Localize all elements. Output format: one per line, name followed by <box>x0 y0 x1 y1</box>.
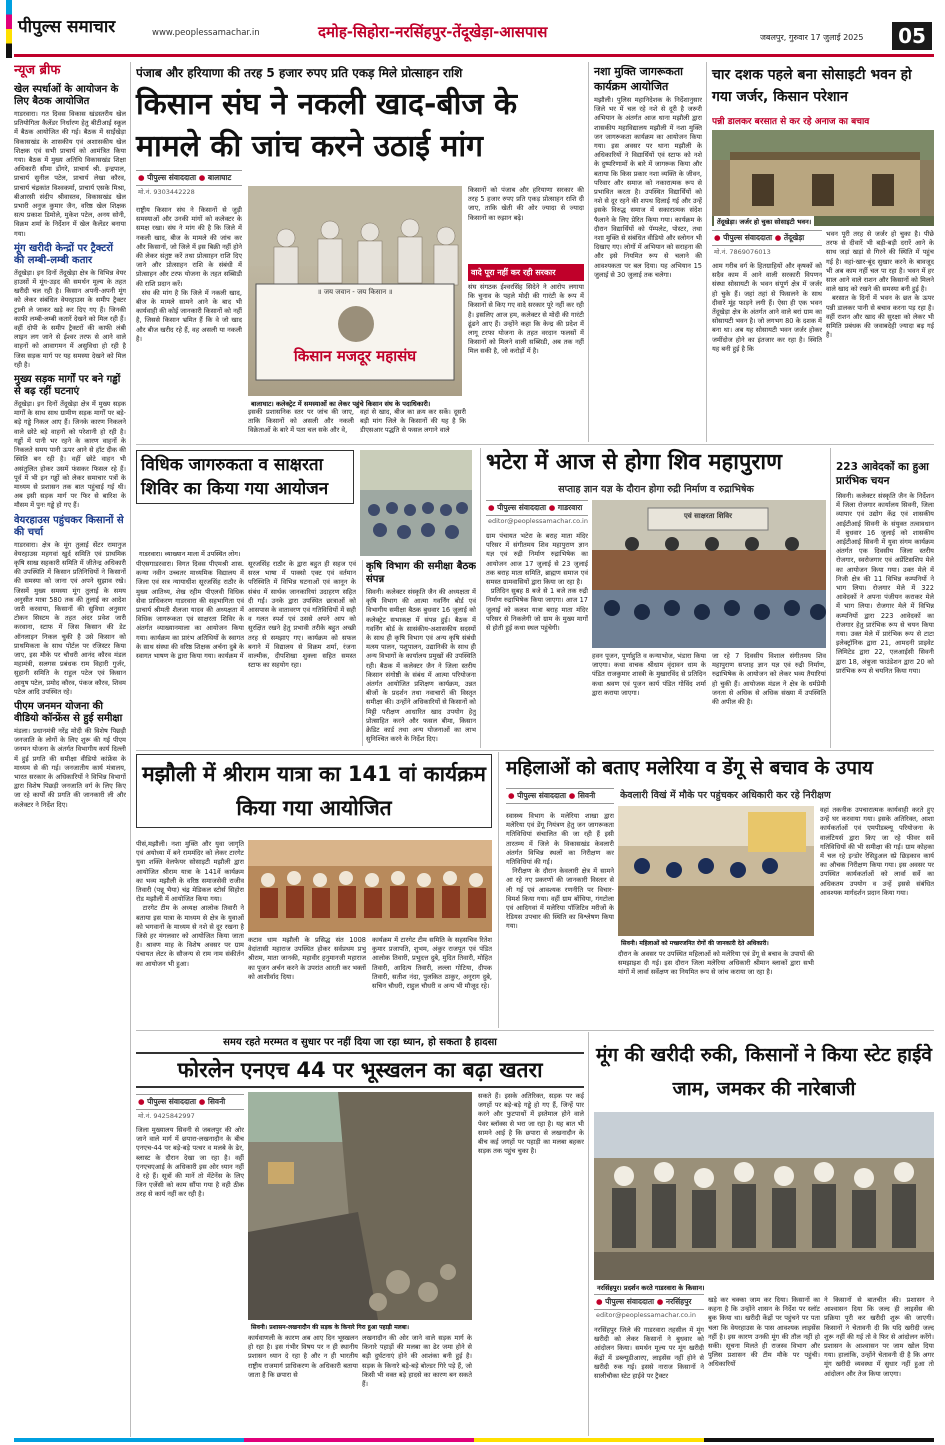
divider <box>362 560 363 746</box>
text: प्रतिदिन सुबह 8 बजे से 1 बजे तक रुद्री निर्माण रुद्राभिषेक किया जाएगा। आज 17 जुलाई को कलश यात्रा बराह माता मंदिर परिसर से निकलेगी जो ग्राम के मुख्य मार्गों से होती हुई कथा स्थल पहुंचेगी। <box>486 587 588 633</box>
brief-body: गाडरवारा। क्षेत्र के मूंग तुलाई सेंटर रामानुज वेयरहाउस महगवां खुर्द समिति एवं प्राथमिक कृषि साख सहकारी समिति में जीतेन्द्र अधिकारी की उपस्थिति में किसान प्रतिनिधियों ने किसानों की समस्या को जाना एवं अपने सुझाव रखे। जिसमें मुख्य समस्या मूंग तुलाई के समय अनुसीत मात्रा 580 तक की तुलाई का आदेश जारी करवाया, किसानों की सुविधा अनुसार टोकन सिस्टम के तहत अंदर प्रवेश जारी करवाना, स्टाफ में जिस किसान की डेट ऑनलाइन निकल चुकी है उसे किसान को प्राथमिकता के साथ पोर्टल पर रजिस्टर किया जाए, इस मौके पर चौधरी आनंद कौरव मंडल महामंत्री, सलगस प्रबंधक राम विहारी गुर्जर, सुहानी समिति के राहुल पटेल एवं किसान आयुष पटेल, प्रमोद कौरव, पंकज कौरव, शिवम पटेल आदि उपस्थित रहे। <box>14 540 126 696</box>
brief-body: तेंदूखेड़ा। इन दिनों तेंदूखेड़ा क्षेत्र के विभिन्न वेयर हाउसों में मूंग-उड़द की समर्थन मूल्य के तहत खरीदी चल रही है। किसान अपनी-अपनी मूंग को लेकर संबंधित वेयरहाउस के समीप ट्रैक्टर ट्राली ले जाकर खड़े कर दिए गए हैं। जिनकी काफी लम्बी-लम्बी कतारें देखने को मिल रही हैं। वहीं दोपी के समीप ट्रैक्टरों की काफी लंबी लाइन लग जाने से ईश्वर तरफ से आने वाले वाहनों को आवागमन में असुविधा हो रही है जिस सड़क मार्ग पर यह समस्या देखने को मिल रही है। <box>14 268 126 369</box>
shiv-photo <box>592 500 826 648</box>
divider <box>136 444 934 445</box>
brief-body: तेंदूखेड़ा। इन दिनों तेंदूखेड़ा क्षेत्र में मुख्य सड़क मार्गों के साथ साथ ग्रामीण सड़क मार्गों पर बड़े-बड़े गड्ढे निकल आए हैं। जिनके कारण निकलने वाले छोटे बड़े वाहनों को परेशानी हो रही है। गड्ढों में पानी भर रहने के कारण वाहनों के निकलते समय पानी ऊपर आने से हॉट दीक की स्थिति बन रही है। वहीं छोटे वाहन भी असंतुलित होकर उसमें फंसकर फिसल रहे हैं। पूर्व में भी इन गड्ढों को लेकर समाचार पत्रों के माध्यम से प्रशासन तक बात पहुंचाई गई थी। अब इसी सड़क मार्ग पर फिर से बारिश के मौसम में पुनः गड्ढे हो गए हैं। <box>14 400 126 510</box>
section-title: दमोह-सिहोरा-नरसिंहपुर-तेंदूखेड़ा-आसपास <box>318 23 548 41</box>
gathering-illustration <box>248 840 492 932</box>
divider <box>830 448 831 748</box>
aavedan-headline: 223 आवेदकों का हुआ प्रारंभिक चयन <box>836 461 929 487</box>
aavedan-body: सिवनी। कलेक्टर संस्कृति जैन के निर्देशन में जिला रोजगार कार्यालय सिवनी, जिला व्यापार एवं उद्योग केंद्र एवं शासकीय आईटीआई सिवनी के संयुक्त तत्वावधान में बुधवार 16 जुलाई को शासकीय आईटीआई सिवनी में युवा संगम कार्यक्रम अंतर्गत एक दिवसीय जिला स्तरीय रोजगार, स्वरोजगार एवं अप्रेंटिसशिप मेले का आयोजन किया गया। उक्त मेले में निजी क्षेत्र की 11 विभिन्न कम्पनियों ने भाग लिया। रोजगार मेले में 322 आवेदकों ने अपना पंजीयन कराकर मेले में भाग लिया। रोजगार मेले में विभिन्न कम्पनियों द्वारा 223 आवेदकों का रोजगार हेतु प्रारंभिक रूप से चयन किया गया। उक्त मेले में प्रारंभिक रूप से टाटा इलेक्ट्रॉनिक द्वारा 21, आमदनी प्राइवेट लिमिटेड द्वारा 22, एलआईसी सिवनी द्वारा 18, अंबुजा फाउंडेशन द्वारा 20 को प्रारंभिक रूप से चयनित किया गया। <box>836 492 934 675</box>
masthead-rule <box>14 54 934 57</box>
ram-col-1 <box>136 840 244 1026</box>
news-brief-column <box>14 62 126 1437</box>
moong-photo-caption: नरसिंहपुर। प्रदर्शन करते गाडरवारा के किसान। <box>594 1282 934 1293</box>
brief-headline: वेयरहाउस पहुंचकर किसानों से की चर्चा <box>14 514 124 538</box>
email[interactable]: editor@peoplessamachar.co.in <box>488 517 588 525</box>
kisan-story-headline: किसान संघ ने नकली खाद-बीज के मामले की जांच करने उठाई मांग <box>136 87 518 164</box>
society-col-2 <box>826 230 934 442</box>
meeting-illustration <box>592 500 826 648</box>
malaria-col-1 <box>506 812 614 1026</box>
text: पीसं,मझौली। नशा मुक्ति और युवा जागृति एवं अयोध्या में बने राममंदिर को लेकर टारगेट युवा शक्ति वेलफेयर सोसाइटी मझौली द्वारा आयोजित श्रीराम यात्रा के 141वें कार्यक्रम का भव्य मझौली के वरिष्ठ समाजसेवी राजीव तिवारी (पन्नू भैया) चंद्र मेडिकल स्टोर्स सिहोरा रोड मझौली में आयोजित किया गया। <box>136 840 244 904</box>
ram-col-3: कार्यक्रम में टारगेट टीम समिति के सहसचिव रितेश कुमार प्रजापति, शुभम, अंकुर राजपूत एवं पंडित आलोक तिवारी, प्रभुदत्त दुबे, मुदित तिवारी, मोहित तिवारी, आदित्य तिवारी, लल्ला गोटिया, दीपक तिवारी, सतीश नंदा, पुलकित ठाकुर, अनुराग दुबे, सचिन चौधरी, राहुल चौधरी व अन्य भी मौजूद रहे। <box>372 936 492 991</box>
place: गाडरवारा <box>557 503 583 512</box>
society-photo <box>712 130 934 226</box>
text: राष्ट्रीय किसान संघ ने किसानों से जुड़ी समस्याओं और उनकी मांगों को कलेक्टर के समक्ष रखा। संघ ने मांग की है कि जिले में नकली खाद, बीज के मामले की जांच कर और किसानों, जो जिले में इस बिक्री नहीं होने की लेकर संतुष्ट करें तथा प्रोत्साहन राशि दिए जाने और प्रोत्साहन राशि के संबंधी में प्रोत्साहन और टरफ योजना के तहत सब्सिडी की राशि प्रदान करें। <box>136 206 242 288</box>
society-byline-block: ● पीपुल्स संवाददाता ● तेंदूखेड़ा मो.नं. 7869076013 <box>712 230 822 257</box>
kisan-story-kicker: पंजाब और हरियाणा की तरह 5 हजार रुपए प्रति एकड़ मिले प्रोत्साहन राशि <box>136 66 463 80</box>
vidhik-col-1: पीएसगाडरवारा। विगत दिवस पीएमश्री शास. कन्या नवीन उच्चतर माध्यमिक विद्यालय में जिला एवं सत्र न्यायाधीश सूरजसिंह राठौर के मुख्य आतिथ्य, शेख रहीम पीएलवी विधिक सेवा प्राधिकरण गाडरवारा की सहभागिता एवं प्राचार्य श्रीमती शैलजा यादव की अध्यक्षता में विधिक जागरूकता एवं साक्षरता शिविर के अंतर्गत व्याख्यानमाला का आयोजन किया गया। कार्यक्रम का प्रारंभ अतिथियों के स्वागत के साथ संस्था की वरिष्ठ शिक्षक अर्चना दुबे के स्वागत भाषण के द्वारा किया गया। कार्यक्रम में <box>136 560 244 661</box>
text: संघ की मांग है कि जिले में नकली खाद, बीज के मामले सामने आने के बाद भी कार्यवाही की कोई जानकारी किसानों को नहीं है, जिससे किसान भ्रमित हैं कि वे जो खाद और बीज खरीद रहे हैं, वह असली या नकली है। <box>136 288 242 343</box>
society-photo-caption: तेंदूखेड़ा। जर्जर हो चुका सोसाइटी भवन। <box>714 216 814 227</box>
vidhik-headline: विधिक जागरुकता व साक्षरता शिविर का किया गया आयोजन <box>136 450 354 504</box>
brief-headline: मूंग खरीदी केन्द्रों पर ट्रैक्टरों की लम्बी-लम्बी कतार <box>14 242 113 266</box>
kisan-photo-caption: बालाघाट। कलेक्ट्रेट में समस्याओं का लेकर पहुंचे किसान संघ के पदाधिकारी। <box>248 398 584 409</box>
place: बालाघाट <box>207 173 232 182</box>
society-deck: पन्नी डालकर बरसात से कर रहे अनाज का बचाव <box>712 117 870 127</box>
shiv-deck: सप्ताह ज्ञान यज्ञ के दौरान होगा रुद्री निर्माण व रुद्राभिषेक <box>558 484 754 495</box>
banner-line-1: ॥ जय जवान - जय किसान ॥ <box>317 288 393 296</box>
text: सिवनी। कलेक्टर संस्कृति जैन की अध्यक्षता में कृषि विभाग की आत्मा गवर्निंग बोर्ड एवं विभागीय समीक्षा बैठक बुधवार 16 जुलाई को कलेक्ट्रेट सभाकक्ष में संपन्न हुई। बैठक में गवर्निंग बोर्ड के सासंकीय-अशासकीय सदस्यों के साथ ही कृषि विभाग एवं अन्य कृषि संबंधी मत्स्य पालन, पशुपालन, उद्यानिकी के साथ ही अन्य विभागों के कार्यालय प्रमुखों की उपस्थिति रही। बैठक में कलेक्टर जैन ने जिला स्तरीय किसान संगोष्ठी के संबंध में आत्मा परियोजना अंतर्गत आयोजित प्रशिक्षण कार्यक्रम, उन्नत बीजों के प्रदर्शन तथा नवाचारों की विस्तृत समीक्षा की। उन्होंने अधिकारियों से किसानों को मिट्टी परीक्षण आधारित खाद उपयोग हेतु प्रोत्साहित करने और फसल बीमा, किसान क्रेडिट कार्ड तथा अन्य योजनाओं का लाभ सुनिश्चित करने के निर्देश दिए। <box>366 588 476 744</box>
place: तेंदूखेड़ा <box>783 233 805 242</box>
building-illustration <box>712 130 934 226</box>
bottom-registration-bar <box>14 1438 934 1442</box>
vidhik-photo-caption: गाडरवारा। व्याख्यान माला में उपस्थित लोग। <box>136 548 358 559</box>
forelane-col-3: लखनादौन की ओर जाने वाले सड़क मार्ग के किनारे पहाड़ों की मलबा का ढेर जमा होने से बड़ी दुर्घटनाएं होने की आशंका बनी हुई है। सड़क के किनारे बड़े-बड़े बोल्डर गिरे पड़े हैं, जो किसी भी वक्त बड़े हादसे का कारण बन सकते हैं। <box>362 1334 472 1389</box>
society-headline: चार दशक पहले बना सोसाइटी भवन हो गया जर्जर, किसान परेशान <box>712 67 912 105</box>
brief-body: मंडला। प्रधानमंत्री नरेंद्र मोदी की विशेष पिछड़ी जनजाति के लोगों के लिए शुरू की गई पीएम जनमन योजना के अंतर्गत विभागीय कार्य दिल्ली में हुई प्रगति की समीक्षा वीडियो कांफ्रेंस के माध्यम से की गई। जनजातीय कार्य मंत्रालय, भारत सरकार के अधिकारियों ने विभिन्न विभागों द्वारा विशेष पिछड़ी जनजाति वर्ग के लिए किए जा रहे कार्यों की प्रगति की जानकारी ली और कलेक्टर ने निर्देश दिए। <box>14 726 126 809</box>
text: स्वास्थ्य विभाग के मलेरिया शाखा द्वारा मलेरिया एवं डेंगू नियंत्रण हेतु जन जागरूकता गतिविधियां संचालित की जा रही हैं इसी तारतम्य में जिले के विकासखंड केवलारी अंतर्गत विभिन्न स्थलों का निरीक्षण कर गतिविधियां की गईं। <box>506 812 614 867</box>
byline: पीपुल्स संवाददाता <box>147 173 197 182</box>
brief-headline: पीएम जनमन योजना की वीडियो कॉन्फ्रेंस से हुई समीक्षा <box>14 700 123 724</box>
text: ग्राम पंचायत भटेरा के बराह माता मंदिर परिसर में संगीतमय शिव महापुराण ज्ञान यज्ञ एवं रुद्री निर्माण रुद्राभिषेक का आयोजन आज 17 जुलाई से 23 जुलाई तक बराह माता समिति, ब्राह्मण समाज एवं समस्त ग्रामवासियों द्वारा किया जा रहा है। <box>486 532 588 587</box>
shiv-col-1 <box>486 532 588 744</box>
brand-name: पीपुल्स समाचार <box>18 17 116 37</box>
brief-headline: मुख्य सड़क मार्गों पर बने गड्ढों से बढ़ रहीं घटनाएं <box>14 374 121 398</box>
kisan-col-3: वहां से खाद, बीज का क्रय कर सकें। दूसरी बड़ी मांग जिले के किसानों की यह है कि डीएसआर पद्धति से फसल लगाने वाले <box>360 408 466 435</box>
shiv-byline-block: ● पीपुल्स संवाददाता ● गाडरवारा editor@peoplessamachar.co.in <box>486 500 588 526</box>
krishi-title: कृषि विभाग की समीक्षा बैठक संपन्न <box>366 561 476 585</box>
inset-title: वादे पूरा नहीं कर रही सरकार <box>468 264 584 281</box>
divider <box>588 1032 589 1436</box>
kisan-col-4: किसानों को पंजाब और हरियाणा सरकार की तरह 5 हजार रुपए प्रति एकड़ प्रोत्साहन राशि दी जाए, ताकि खेती की ओर ज्यादा से ज्यादा किसानों का रुझान बढ़े। <box>468 186 584 222</box>
vidhik-col-2: सूरजसिंह राठौर के द्वारा बहुत ही सहज एवं सरल भाषा में पाक्सो एक्ट एवं वर्तमान परिस्थिति में विभिन्न घटनाओं एवं कानून के संबंध में सार्थक जानकारियां उदाहरण सहित दी गईं। उनके द्वारा उपस्थित छात्राओं को आसपास के वातावरण एवं गतिविधियों में सही व गलत स्पर्श एवं उससे अपने आप को सुरक्षित रखने हेतु प्रभावी तरीके बहुत अच्छी तरह से समझाए गए। कार्यक्रम को सफल बनाने में विद्यालय से विक्रम शर्मा, रंजना वाल्मीक, दीपशिखा शुक्ला सहित समस्त स्टाफ का सहयोग रहा। <box>248 560 356 670</box>
text: निरीक्षण के दौरान केवलारी क्षेत्र में सामने आ रहे नए प्रकरणों की जानकारी विस्तार से ली गई एवं आवश्यक रणनीति पर विचार-विमर्श किया गया। वहीं ग्राम बोंथिया, गंगटोला एवं आदिगवां में मलेरिया पॉजिटिव मरीजों के रेडियस उपचार की स्थिति का विश्लेषण किया गया। <box>506 867 614 931</box>
text: बरसात के दिनों में भवन के छत के ऊपर पन्नी डालकर पानी से बचाव करना पड़ रहा है। वहीं राशन और खाद की सुरक्षा को लेकर भी समिति प्रबंधक की जवाबदेही ज्यादा बढ़ गई है। <box>826 294 934 340</box>
ram-headline: मझौली में श्रीराम यात्रा का 141 वां कार्यक्रम किया गया आयोजित <box>136 754 492 828</box>
malaria-photo <box>618 806 814 936</box>
moong-photo <box>594 1112 934 1280</box>
banner-line-2: किसान मजदूर महासंघ <box>293 347 417 365</box>
byline: पीपुल्स संवाददाता <box>497 503 547 512</box>
society-col-1: आम गरीब वर्ग के हितग्राहियों और कृषकों को सदैव काम में आने वाली सरकारी विपणन संस्था सोसायटी के भवन संपूर्ण क्षेत्र में जर्जर हो चुके हैं। जहां तहां से फिसलने के साथ दीवारें मूंह फाड़ने लगी हैं। ऐसा ही एक भवन तेंदूखेड़ा क्षेत्र के अंतर्गत आने वाले बरां ग्राम का सोसायटी भवन है। जो लगभग 80 के दशक में बना था। अब यह सोसायटी भवन जर्जर होकर जमींदोज होने का इंतजार कर रहा है। स्थिति यह बनी हुई है कि <box>712 262 822 353</box>
nasha-headline: नशा मुक्ति जागरूकता कार्यक्रम आयोजित <box>594 65 684 93</box>
moong-col-1: नरसिंहपुर जिले की गाडरवारा तहसील में मूंग खरीदी को लेकर किसानों ने बुधवार को आंदोलन किया। समर्थन मूल्य पर मूंग खरीदी केंद्रों में डब्ल्यूडीआरए, लाइसेंस नहीं होने से खरीदी रुक गई। इससे नाराज किसानों ने सालीचौका स्टेट हाईवे पर ट्रैक्टर <box>594 1326 704 1381</box>
mobile: मो.नं. 9425842997 <box>138 1112 195 1120</box>
byline: पीपुल्स संवाददाता <box>147 1097 197 1106</box>
divider <box>498 752 499 1028</box>
brand-logo <box>18 10 146 44</box>
malaria-headline: महिलाओं को बताए मलेरिया व डेंगू से बचाव के उपाय <box>506 757 874 779</box>
forelane-photo-caption: सिवनी। प्रशासन-लखनादौन की सड़क के किनारे गिरा हुआ पहाड़ी मलबा। <box>248 1322 472 1332</box>
mobile: मो.नं. 7869076013 <box>714 248 771 256</box>
forelane-kicker: समय रहते मरम्मत व सुधार पर नहीं दिया जा रहा ध्यान, हो सकता है हादसा <box>223 1037 497 1048</box>
divider <box>588 62 589 442</box>
mobile: मो.नं. 9303442228 <box>138 188 195 196</box>
email[interactable]: editor@peoplessamachar.co.in <box>596 1311 696 1319</box>
byline: पीपुल्स संवाददाता <box>605 1297 655 1306</box>
protest-illustration <box>594 1112 934 1280</box>
krishi-body <box>366 560 476 746</box>
brief-body: गाडरवारा। गत दिवस विकास खंडस्तरीय खेल प्रतियोगिता कैलेंडर निर्धारण हेतु बीटीआई स्कूल में बैठक आयोजित की गई। बैठक में साईंखेड़ा विकासखंड के शासकीय एवं अशासकीय खेल शिक्षक एवं सभी प्राचार्य को आमंत्रित किया गया। बैठक में मुख्य अतिथि विकासखंड शिक्षा अधिकारी सीमा डोंगरे, प्राचार्य श्री. इन्द्रपाल, प्राचार्य सुनील पटेल, प्राचार्य लेखा कौरव, प्राचार्य चंद्रकांत विश्वकर्मा, प्राचार्य एसके मिश्रा, बीआरसी संदीप श्रीवास्तव, विकासखंड खेल प्रभारी अनुज कुमार जैन, वरिष्ठ खेल शिक्षक सत्य प्रकाश डिमोले, मुकेश पटेल, अनय सोनी, विक्रम शर्मा के निर्देशन में खेल कैलेंडर बनाया गया। <box>14 110 126 238</box>
shiv-headline: भटेरा में आज से होगा शिव महापुराण <box>486 450 783 475</box>
place: सिवनी <box>577 791 596 800</box>
awareness-illustration <box>618 806 814 936</box>
classroom-illustration <box>360 450 472 556</box>
shiv-col-2: हवन पूजन, पूर्णाहुति व कन्याभोज, भंडारा किया जाएगा। कथा वाचक श्रीधाम वृंदावन धाम के पंडित राजकुमार शास्त्री के मुखारविंद से प्रतिदिन कथा श्रवण एवं पूजन कार्य पंडित गोविंद शर्मा द्वारा कराया जाएगा। <box>592 652 706 697</box>
brief-list <box>14 84 126 810</box>
moong-byline-block: ● पीपुल्स संवाददाता ● नरसिंहपुर editor@peoplessamachar.co.in <box>594 1294 704 1320</box>
landslide-illustration <box>248 1092 472 1320</box>
forelane-col-2: कार्यवाणली के कारण अब आए दिन भूस्खलन हो रहा है। इस गंभीर विषय पर न ही स्थानीय प्रशासन ध्यान दे रहा है और न ही भारतीय राष्ट्रीय राजमार्ग प्राधिकरण के अधिकारी बताया जाता है कि छपारा से <box>248 1334 358 1379</box>
forelane-photo <box>248 1092 472 1320</box>
brief-headline: खेल स्पर्धाओं के आयोजन के लिए बैठक आयोजित <box>14 84 119 107</box>
moong-col-2: खड़े कर चक्का जाम कर दिया। किसानों का कहना है कि उन्होंने शासन के निर्देश पर स्लॉट बुक किया था। खरीदी केंद्रों पर पहुंचने पर पता चला कि वेयरहाउस के पास आवश्यक लाइसेंस नहीं है। इस कारण उनकी मूंग की तौल नहीं हो सकी। सूचना मिलते ही राजस्व विभाग और पुलिस प्रशासन की टीम मौके पर पहुंची। अधिकारियों <box>708 1296 820 1369</box>
divider <box>480 448 481 748</box>
forelane-col-1: जिला मुख्यालय सिवनी से जबलपुर की ओर जाने वाले मार्ग में छपारा-लखनादौन के बीच एनएच-44 पर बड़े-बड़े पत्थर व मलबे के ढेर, ब्लास्ट के दौरान देखा जा रहा है। वहीं एनएचएआई के अधिकारी इस ओर ध्यान नहीं दे रहे हैं। सूत्रों की मानें तो मेंटेनेंस के लिए जिन एजेंसी को काम सौंपा गया है वही ठीक तरह से कार्य नहीं कर रही है। <box>136 1126 244 1199</box>
divider <box>130 62 131 1437</box>
shiv-col-3: जा रहे 7 दिवसीय विशाल संगीतमय शिव महापुराण सप्ताह ज्ञान यज्ञ एवं रुद्री निर्माण, रुद्राभिषेक के आयोजन को लेकर भव्य तैयारियां हो चुकी हैं। आयोजक मंडल ने क्षेत्र के धर्मप्रेमी जनता से अधिक से अधिक संख्या में उपस्थिति की अपील की है। <box>712 652 826 707</box>
malaria-deck: केवलारी विखं में मौके पर पहुंचकर अधिकारी कर रहे निरीक्षण <box>620 790 831 801</box>
forelane-headline: फोरलेन एनएच 44 पर भूस्खलन का बढ़ा खतरा <box>136 1052 584 1088</box>
divider <box>706 62 707 442</box>
malaria-photo-caption: सिवनी। महिलाओं को मच्छरजनित रोगों की जानकारी देते अधिकारी। <box>618 938 814 948</box>
inset-text: संघ संगठक ईश्वरसिंह सिदेने ने आरोप लगाया कि चुनाव के पहले मोदी की गारंटी के रूप में किसानों से किए गए वादे सरकार पूरे नहीं कर रही है। इसलिए आज हम, कलेक्टर से मोदी की गारंटी ढूंढने आए हैं। उन्होंने कहा कि केन्द्र की प्रदेश में लागू टरफा योजना के तहत वरदान फलसों में किसानों को मिलने वाली सब्सिडी, अब तक नहीं मिल सकी है, जो करोड़ों में है। <box>468 283 584 356</box>
kisan-photo <box>248 186 462 396</box>
forelane-col-4: सकते हैं। इसके अतिरिक्त, सड़क पर कई जगहों पर बड़े-बड़े गड्ढे हो गए हैं, जिन्हें पार करने और फुटपाथों में इस्तेमाल होने वाले पेवर ब्लॉक्स से भरा जा रहा है। यह बात भी सामने आई है कि छपारा से लखनादौन के बीच कई जगहों पर पहाड़ी का मलबा बहकर सड़क तक पहुंच चुका है। <box>478 1092 584 1156</box>
byline: पीपुल्स संवाददाता <box>723 233 773 242</box>
page-number: 05 <box>892 22 932 50</box>
ram-col-2: कटाव धाम मझौली के प्रसिद्ध संत 1008 वेदांतासी महाराज उपस्थित होकर सर्वप्रथम प्रभु श्रीराम, माता जानकी, महावीर हनुमानजी महाराज का पूजन अर्चन करने के उपरांत आरती कर भक्तों को आशीर्वाद दिया। <box>248 936 366 981</box>
place: सिवनी <box>207 1097 226 1106</box>
malaria-col-2: वहां तकनीक उपचारात्मक कार्यवाही करते हुए उन्हें घर करवाया गया। इसके अतिरिक्त, आशा कार्यकर्ताओं एवं एमपीडब्ल्यू परियोजना के वालंटियर्स द्वारा किए जा रहे फीवर सर्वे गतिविधियों की भी समीक्षा की गई। ग्राम कोहका में चल रहे इन्डोर रेसिडुअल स्प्रे छिड़काव कार्य का औचक निरीक्षण किया गया। इस अवसर पर उपस्थित कार्यकर्ताओं को लार्वा सर्वे का अधिकतम उपयोग व उन्हें इससे संबंधित आवश्यक मार्गदर्शन प्रदान किया गया। <box>820 806 934 897</box>
text: भवन पूरी तरह से जर्जर हो चुका है। पीछे तरफ से दीवारें भी बड़ी-बड़ी दरारें आने के साथ जड़ां खड़ां से गिरने की स्थिति में पहुंच गई है। वहां-खार-बूंद सुखार करने के बावजूद भी अब काम नहीं चल पा रहा है। भवन में हर साल आने वाले राशन और किसानों को मिलने वाले खाद को रखने की समस्या बनी हुई है। <box>826 230 934 294</box>
vidhik-photo <box>360 450 472 556</box>
nasha-body: मझौली। पुलिस महानिदेशक के निर्देशानुसार जिले भर में चल रहे नशे से दूरी है जरूरी अभियान के अंतर्गत आज थाना मझौली द्वारा शासकीय महाविद्यालय मझौली में नशा मुक्ति जन जागरूकता कार्यक्रम का आयोजन किया गया। इस अवसर पर थाना मझौली के अधिकारियों ने विद्यार्थियों एवं स्टाफ को नशे के दुष्परिणामों के बारे में जागरूक किया और बताया कि किस प्रकार नशा व्यक्ति के जीवन, परिवार और समाज को नकारात्मक रूप से प्रभावित करता है। उपस्थित विद्यार्थियों को नशे से दूर रहने की शपथ दिलाई गई और उन्हें इसके विरुद्ध समाज में सकारात्मक संदेश फैलाने के लिए प्रेरित किया गया। कार्यक्रम के दौरान विद्यार्थियों को पॅम्पलेट, पोस्टर, तथा नशा मुक्ति से संबंधित वीडियो और स्लोगन भी दिखाए गए। लोगों में अभियान को सराहना की और इसे नियमित रूप से चलाने की आवश्यकता पर बल दिया। यह अभियान 15 जुलाई से 30 जुलाई तक चलेगा। <box>594 96 702 279</box>
kisan-col-2: इसकी प्रशासनिक स्तर पर जांच की जाए, ताकि किसानों को असली और नकली विक्रेताओं के बारे में पता चल सके और वे, <box>248 408 354 435</box>
poster-text: एवं साक्षरता शिविर <box>683 512 732 520</box>
kisan-inset-box <box>468 264 584 434</box>
kisan-byline-block: ● पीपुल्स संवाददाता ● बालाघाट मो.नं. 9303442228 <box>136 170 242 197</box>
moong-col-3: ने किसानों से बातचीत की। प्रशासन ने आश्वासन दिया कि जल्द ही लाइसेंस की प्रक्रिया पूरी कर खरीदी शुरू की जाएगी। किसानों ने चेतावनी दी कि यदि खरीदी जल्द शुरू नहीं की गई तो वे फिर से आंदोलन करेंगे। प्रशासन के आश्वासन पर जाम खोल दिया गया। हालांकि, उन्होंने चेतावनी दी है कि अगर मूंग खरीदी व्यवस्था में सुधार नहीं हुआ तो आंदोलन और तेज किया जाएगा। <box>824 1296 934 1378</box>
moong-headline: मूंग की खरीदी रुकी, किसानों ने किया स्टेट हाईवे जाम, जमकर की नारेबाजी <box>595 1044 933 1100</box>
masthead <box>0 0 945 58</box>
text: टारगेट टीम के अध्यक्ष आलोक तिवारी ने बताया इस यात्रा के माध्यम से क्षेत्र के युवाओं को भगवानों के माध्यम से नशे से दूर रखना है जिसे हर मंगलवार को आयोजित किया जाता है। श्रावण माह के विशेष अवसर पर ग्राम पंचायत लेटर के सौजन्य से राम नाम संकीर्तन का आयोजन भी हुआ। <box>136 904 244 968</box>
ram-photo <box>248 840 492 932</box>
malaria-byline-block: ● पीपुल्स संवाददाता ● सिवनी <box>506 788 614 804</box>
kisan-col-1 <box>136 206 242 428</box>
divider <box>136 1030 934 1031</box>
dateline: जबलपुर, गुरुवार 17 जुलाई 2025 <box>760 33 864 42</box>
news-brief-title: न्यूज ब्रीफ <box>14 63 61 78</box>
forelane-byline-block: ● पीपुल्स संवाददाता ● सिवनी मो.नं. 9425842997 <box>136 1094 244 1121</box>
divider <box>136 750 934 751</box>
malaria-col-2b: दौरान के अवसर पर उपस्थित महिलाओं को मलेरिया एवं डेंगू से बचाव के उपायों की समझाइश दी गई। इस दौरान जिला मलेरिया अधिकारी श्रीमान ब्लाकों द्वारा सभी मांगों में लार्वा सर्वेक्षण का नियमित रूप से जांच कराया जा रहा है। <box>618 950 814 977</box>
byline: पीपुल्स संवाददाता <box>517 791 567 800</box>
website-url[interactable]: www.peoplessamachar.in <box>152 28 260 38</box>
place: नरसिंहपुर <box>665 1297 692 1306</box>
registration-strip <box>6 0 12 58</box>
